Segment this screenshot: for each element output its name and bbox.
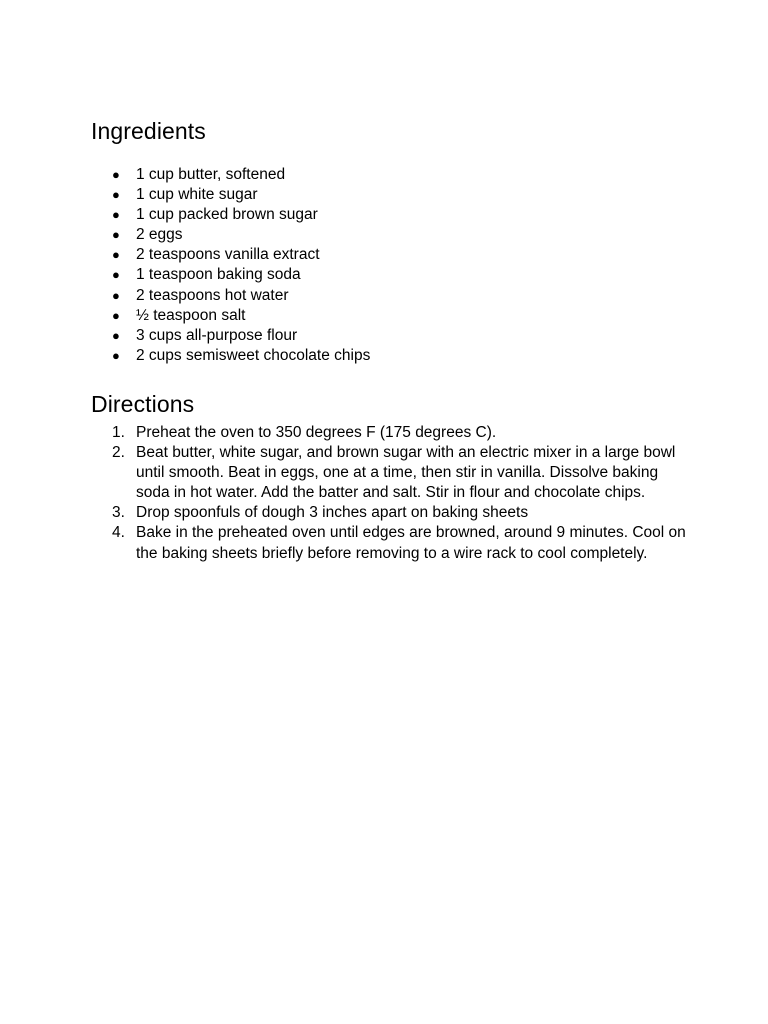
ingredient-text: 2 eggs <box>136 226 183 244</box>
step-text: Bake in the preheated oven until edges are browned, around 9 minutes. Cool on the baking sheets briefly before removing to a wire rack to cool completely. <box>136 524 686 562</box>
bullet-icon: ● <box>112 167 120 182</box>
bullet-icon: ● <box>112 327 120 343</box>
list-item <box>91 265 370 285</box>
list-item <box>91 245 370 265</box>
list-item <box>91 205 370 225</box>
direction-step <box>91 523 691 563</box>
step-number: 3. <box>112 504 125 522</box>
ingredient-text: 1 cup butter, softened <box>136 166 286 183</box>
ingredient-text: 1 teaspoon baking soda <box>136 266 301 284</box>
ingredients-heading: Ingredients <box>91 118 206 144</box>
ingredient-text: 2 cups semisweet chocolate chips <box>136 346 371 364</box>
step-number: 1. <box>112 424 125 441</box>
list-item <box>91 165 370 185</box>
list-item <box>91 306 370 326</box>
step-text: Drop spoonfuls of dough 3 inches apart on baking sheets <box>136 504 529 522</box>
ingredient-text: 1 cup packed brown sugar <box>136 206 318 224</box>
bullet-icon: ● <box>112 247 120 263</box>
direction-step <box>91 423 691 443</box>
ingredient-text: ½ teaspoon salt <box>136 306 246 324</box>
ingredient-text: 1 cup white sugar <box>136 186 258 204</box>
step-number: 4. <box>112 524 125 542</box>
step-text: Beat butter, white sugar, and brown sugar with an electric mixer in a large bowl until smooth. Beat in eggs, one at a time, then stir in vanilla. Dissolve baking soda in hot water. Add the batter and salt. Stir in flour and chocolate chips. <box>136 444 676 502</box>
step-number: 2. <box>112 444 125 462</box>
step-text: Preheat the oven to 350 degrees F (175 degrees C). <box>136 424 497 441</box>
bullet-icon: ● <box>112 307 120 323</box>
bullet-icon: ● <box>112 347 120 363</box>
directions-heading: Directions <box>91 391 195 417</box>
ingredients-list <box>91 165 370 366</box>
list-item <box>91 225 370 245</box>
bullet-icon: ● <box>112 207 120 223</box>
bullet-icon: ● <box>112 287 120 303</box>
bullet-icon: ● <box>112 227 120 243</box>
list-item <box>91 286 370 306</box>
direction-step <box>91 443 691 503</box>
direction-step <box>91 503 691 523</box>
directions-list <box>91 423 691 564</box>
list-item <box>91 185 370 205</box>
list-item <box>91 326 370 346</box>
ingredient-text: 3 cups all-purpose flour <box>136 326 298 344</box>
list-item <box>91 346 370 366</box>
bullet-icon: ● <box>112 187 120 203</box>
ingredient-text: 2 teaspoons vanilla extract <box>136 246 320 264</box>
bullet-icon: ● <box>112 267 120 283</box>
ingredient-text: 2 teaspoons hot water <box>136 286 289 304</box>
